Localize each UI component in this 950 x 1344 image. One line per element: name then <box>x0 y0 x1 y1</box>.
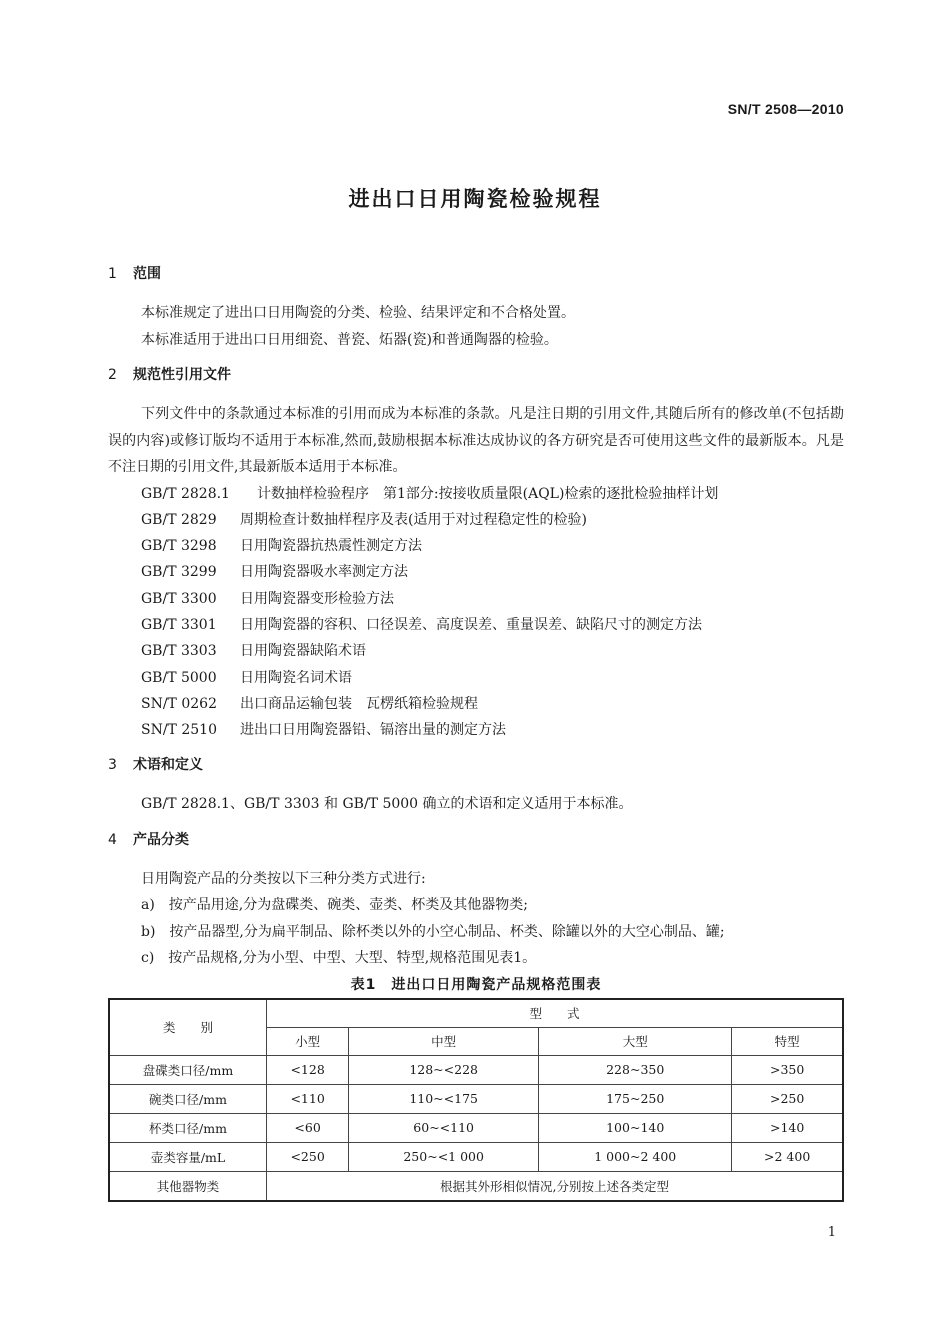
reference-code: GB/T 3298 <box>141 538 217 555</box>
section-title: 规范性引用文件 <box>133 367 231 383</box>
paragraph: 日用陶瓷产品的分类按以下三种分类方式进行: <box>141 870 426 887</box>
table-header-row <box>109 999 843 1028</box>
list-item: b) 按产品器型,分为扁平制品、除杯类以外的小空心制品、杯类、除罐以外的大空心制品、罐; <box>141 923 725 940</box>
table-cell: 175~250 <box>539 1084 732 1113</box>
table-row <box>109 1084 843 1113</box>
reference-item <box>108 507 844 533</box>
merged-cell: 根据其外形相似情况,分别按上述各类定型 <box>267 1171 844 1201</box>
column-header: 特型 <box>732 1027 843 1055</box>
table-row <box>109 1055 843 1084</box>
reference-title: 日用陶瓷器的容积、口径误差、高度误差、重量误差、缺陷尺寸的测定方法 <box>240 616 702 633</box>
table-cell: 128~<228 <box>349 1055 539 1084</box>
reference-code: GB/T 2828.1 <box>141 485 230 502</box>
column-header: 大型 <box>539 1027 732 1055</box>
reference-code: GB/T 3301 <box>141 616 217 633</box>
reference-code: SN/T 0262 <box>141 695 217 712</box>
section-number: 2 <box>108 367 117 383</box>
table-cell: <60 <box>267 1113 349 1142</box>
paragraph: 本标准适用于进出口日用细瓷、普瓷、炻器(瓷)和普通陶器的检验。 <box>141 331 558 348</box>
table-cell: 228~350 <box>539 1055 732 1084</box>
table-cell: >140 <box>732 1113 843 1142</box>
page-number: 1 <box>827 1225 836 1240</box>
table-row <box>109 1113 843 1142</box>
row-label: 杯类口径/mm <box>109 1113 267 1142</box>
section-title: 范围 <box>133 266 161 282</box>
reference-title: 日用陶瓷器吸水率测定方法 <box>240 564 408 581</box>
reference-code: GB/T 3299 <box>141 564 217 581</box>
paragraph: 下列文件中的条款通过本标准的引用而成为本标准的条款。凡是注日期的引用文件,其随后所有的修改单(不包括勘误的内容)或修订版均不适用于本标准,然而,鼓励根据本标准达成协议的各方研究是否可使用这些文件的最新版本。凡是不注日期的引用文件,其最新版本适用于本标准。 <box>108 406 844 475</box>
reference-title: 日用陶瓷器缺陷术语 <box>240 643 366 660</box>
reference-item <box>108 481 844 507</box>
reference-title: 计数抽样检验程序 第1部分:按接收质量限(AQL)检索的逐批检验抽样计划 <box>257 485 719 502</box>
row-label: 其他器物类 <box>109 1171 267 1201</box>
section-title: 术语和定义 <box>133 757 203 774</box>
table-row <box>109 1142 843 1171</box>
reference-code: SN/T 2510 <box>141 722 217 739</box>
section-number: 3 <box>108 757 117 774</box>
column-header: 小型 <box>267 1027 349 1055</box>
list-item: c) 按产品规格,分为小型、中型、大型、特型,规格范围见表1。 <box>141 950 537 967</box>
reference-item <box>108 533 844 559</box>
table-cell: >250 <box>732 1084 843 1113</box>
reference-item <box>108 612 844 638</box>
reference-item <box>108 717 844 743</box>
type-header: 型 式 <box>267 999 844 1028</box>
reference-title: 日用陶瓷器变形检验方法 <box>240 590 394 607</box>
row-label: 碗类口径/mm <box>109 1084 267 1113</box>
reference-title: 出口商品运输包装 瓦楞纸箱检验规程 <box>240 695 478 712</box>
table-cell: 1 000~2 400 <box>539 1142 732 1171</box>
table-row <box>109 1171 843 1201</box>
document-body <box>108 264 844 1202</box>
row-label: 壶类容量/mL <box>109 1142 267 1171</box>
reference-title: 进出口日用陶瓷器铅、镉溶出量的测定方法 <box>240 722 506 739</box>
section-title: 产品分类 <box>133 831 189 848</box>
table-cell: >350 <box>732 1055 843 1084</box>
standard-code: SN/T 2508—2010 <box>727 101 844 117</box>
section-2-heading <box>108 365 844 385</box>
table-cell: <128 <box>267 1055 349 1084</box>
section-3-heading <box>108 755 844 775</box>
reference-code: GB/T 3300 <box>141 590 217 607</box>
reference-title: 周期检查计数抽样程序及表(适用于对过程稳定性的检验) <box>240 511 587 528</box>
reference-item <box>108 691 844 717</box>
section-number: 1 <box>108 266 117 282</box>
table-cell: 100~140 <box>539 1113 732 1142</box>
list-item: a) 按产品用途,分为盘碟类、碗类、壶类、杯类及其他器物类; <box>141 897 528 914</box>
category-header: 类 别 <box>109 999 267 1056</box>
table-cell: <110 <box>267 1084 349 1113</box>
reference-title: 日用陶瓷器抗热震性测定方法 <box>240 538 422 555</box>
section-4-heading <box>108 830 844 850</box>
reference-item <box>108 665 844 691</box>
section-1-heading <box>108 264 844 284</box>
table-cell: <250 <box>267 1142 349 1171</box>
reference-item <box>108 638 844 664</box>
spec-table <box>108 998 844 1202</box>
table-cell: 60~<110 <box>349 1113 539 1142</box>
paragraph: 本标准规定了进出口日用陶瓷的分类、检验、结果评定和不合格处置。 <box>141 305 575 321</box>
reference-code: GB/T 3303 <box>141 643 217 660</box>
table-cell: 250~<1 000 <box>349 1142 539 1171</box>
table-cell: >2 400 <box>732 1142 843 1171</box>
reference-item <box>108 559 844 585</box>
reference-code: GB/T 2829 <box>141 511 217 528</box>
reference-title: 日用陶瓷名词术语 <box>240 669 352 686</box>
section-number: 4 <box>108 831 117 848</box>
paragraph: GB/T 2828.1、GB/T 3303 和 GB/T 5000 确立的术语和定义适用于本标准。 <box>141 796 633 813</box>
reference-code: GB/T 5000 <box>141 669 217 686</box>
table-caption: 表1 进出口日用陶瓷产品规格范围表 <box>350 976 602 993</box>
table-cell: 110~<175 <box>349 1084 539 1113</box>
row-label: 盘碟类口径/mm <box>109 1055 267 1084</box>
column-header: 中型 <box>349 1027 539 1055</box>
document-title: 进出口日用陶瓷检验规程 <box>348 187 602 211</box>
reference-item <box>108 586 844 612</box>
